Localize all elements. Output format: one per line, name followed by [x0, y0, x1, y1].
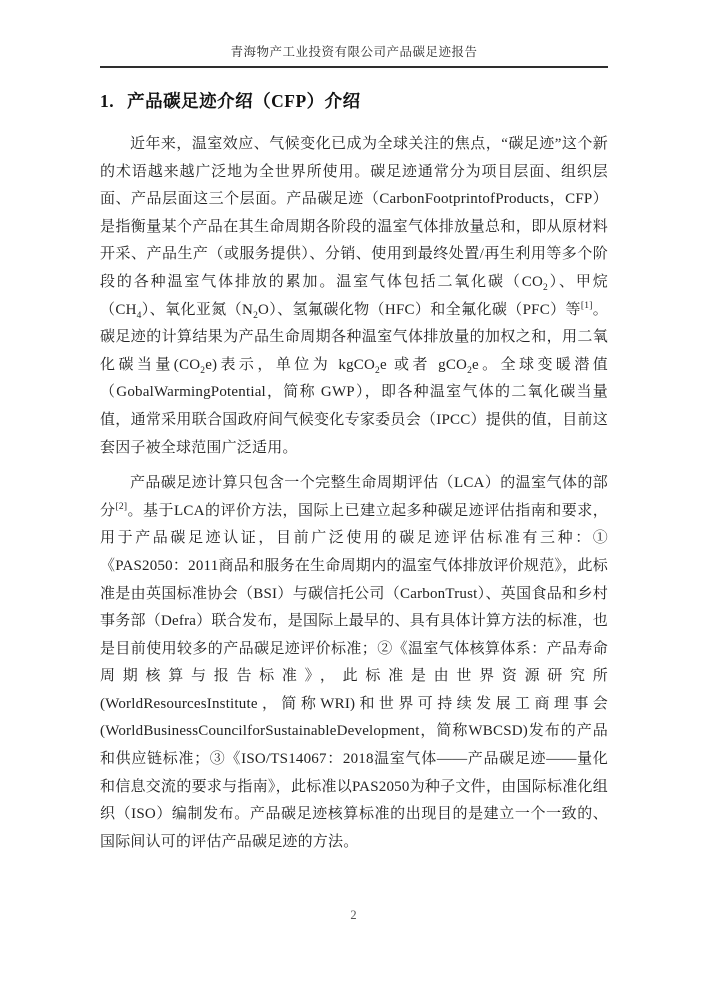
heading-number: 1.: [100, 91, 115, 111]
heading-text: 产品碳足迹介绍（CFP）介绍: [127, 91, 361, 111]
body-paragraph-1: 近年来，温室效应、气候变化已成为全球关注的焦点，“碳足迹”这个新的术语越来越广泛地为全世界所使用。碳足迹通常分为项目层面、组织层面、产品层面这三个层面。产品碳足迹（CarbonFootprintofProducts，CFP）是指衡量某个产品在其生命周期各阶段的温室气体排放量总和，即从原材料开采、产品生产（或服务提供）、分销、使用到最终处置/再生利用等多个阶段的各种温室气体排放的累加。温室气体包括二氧化碳$(CO_2)$、甲烷$(CH_4)$、氧化亚氮$(N_2O)$、氢氟碳化物（HFC）和全氟化碳（PFC）等[1]。碳足迹的计算结果为产品生命周期各种温室气体排放量的加权之和，用二氧化碳当量$(CO_2e)$表示，单位为 kgCO$_2$e 或者 gCO$_2$e。全球变暖潜值（GobalWarmingPotential，简称 GWP），即各种温室气体的二氧化碳当量值，通常采用联合国政府间气候变化专家委员会（IPCC）提供的值，目前这套因子被全球范围广泛适用。: [100, 136, 609, 456]
page-number: 2: [350, 908, 357, 922]
section-heading: [100, 89, 608, 113]
body-paragraph-2: 产品碳足迹计算只包含一个完整生命周期评估（LCA）的温室气体的部分[2]。基于LCA的评价方法，国际上已建立起多种碳足迹评估指南和要求，用于产品碳足迹认证，目前广泛使用的碳足迹评估标准有三种：①《PAS2050：2011商品和服务在生命周期内的温室气体排放评价规范》，此标准是由英国标准协会（BSI）与碳信托公司（CarbonTrust）、英国食品和乡村事务部（Defra）联合发布，是国际上最早的、具有具体计算方法的标准，也是目前使用较多的产品碳足迹评价标准；②《温室气体核算体系：产品寿命周期核算与报告标准》，此标准是由世界资源研究所(WorldResourcesInstitute，简称WRI)和世界可持续发展工商理事会(WorldBusinessCouncilforSustainableDevelopment，简称WBCSD)发布的产品和供应链标准；③《ISO/TS14067：2018温室气体——产品碳足迹——量化和信息交流的要求与指南》，此标准以PAS2050为种子文件，由国际标准化组织（ISO）编制发布。产品碳足迹核算标准的出现目的是建立一个一致的、国际间认可的评估产品碳足迹的方法。: [100, 475, 608, 850]
page-header: [100, 45, 608, 68]
header-title: 青海物产工业投资有限公司产品碳足迹报告: [230, 45, 478, 59]
document-body: [100, 131, 608, 864]
